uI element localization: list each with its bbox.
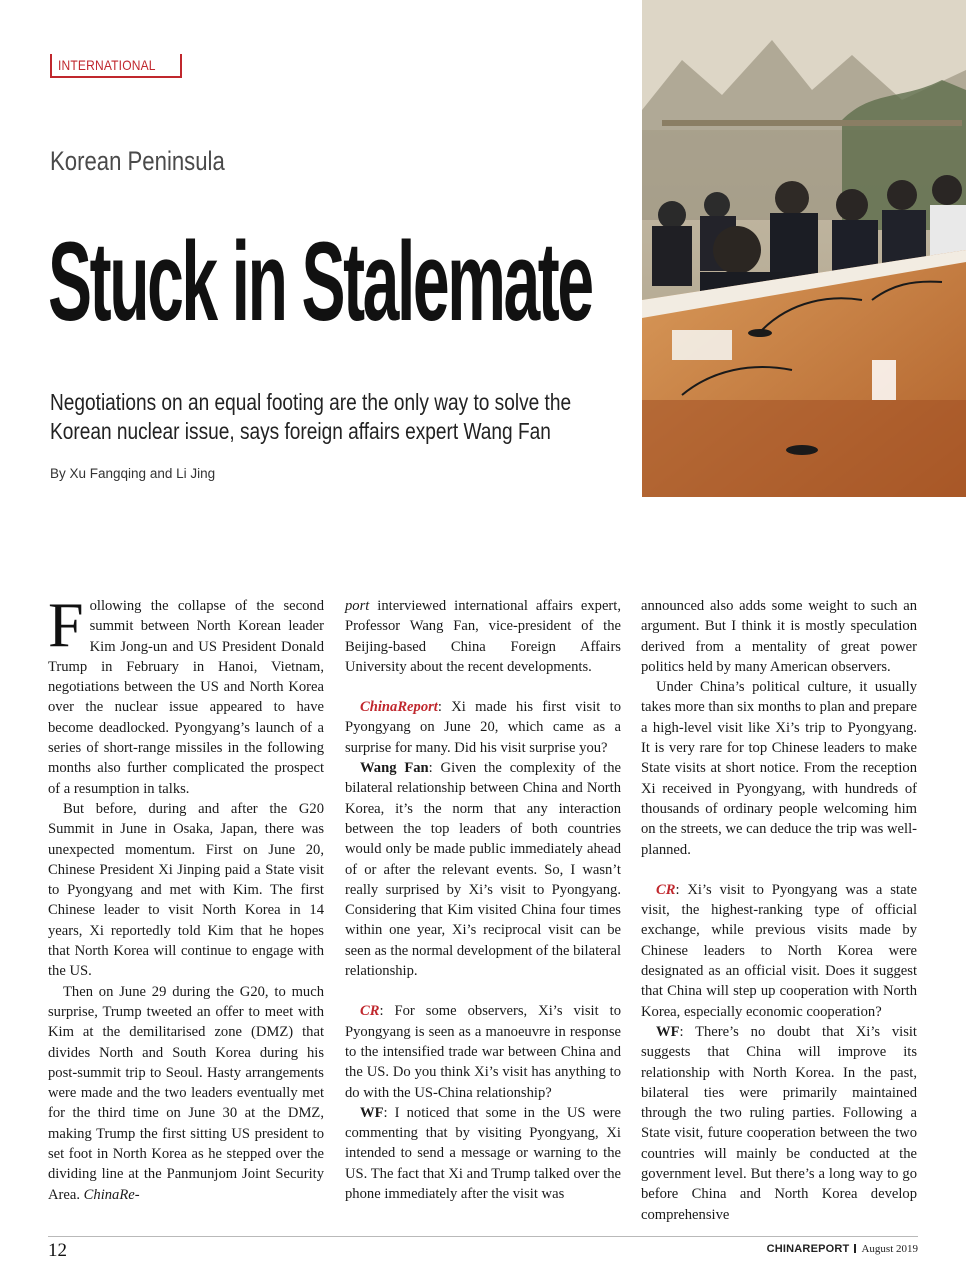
meeting-photo-illustration <box>642 0 966 497</box>
answer <box>345 758 621 981</box>
footer-separator <box>854 1244 856 1253</box>
paragraph: But before, during and after the G20 Summit in June in Osaka, Japan, there was unexpected momentum. First on June 20, Chinese President Xi Jinping paid a State visit to Pyongyang and met with Kim. The first Chinese leader to visit North Korea in 14 years, Xi reportedly told Kim that he hopes that North Korea will continue to engage with the US. <box>48 800 324 980</box>
paragraph <box>48 982 324 1205</box>
footer-masthead <box>767 1243 918 1255</box>
paragraph-text: interviewed international affairs expert, Professor Wang Fan, vice-president of the Beijing-based China Foreign Affairs University about the recent developments. <box>345 598 621 675</box>
byline: By Xu Fangqing and Li Jing <box>50 466 216 481</box>
question <box>345 1001 621 1102</box>
paragraph <box>345 596 621 677</box>
article-column-1 <box>48 589 324 1205</box>
publication-name: port <box>345 598 370 614</box>
standfirst-line-2: Korean nuclear issue, says foreign affairs expert Wang Fan <box>50 418 551 444</box>
paragraph <box>48 589 324 799</box>
question-label: CR <box>656 881 676 898</box>
question <box>641 880 917 1022</box>
footer-rule <box>48 1236 918 1237</box>
question-label: ChinaReport <box>360 699 438 716</box>
drop-cap: F <box>48 589 84 660</box>
paragraph: announced also adds some weight to such an argument. But I think it is mostly speculation derived from a mentality of great power politics held by many American observers. <box>641 598 917 675</box>
section-label: INTERNATIONAL <box>58 57 156 73</box>
question-text: : Xi made his first visit to Pyongyang on June 20, which came as a surprise for many. Did his visit surprise you? <box>345 699 621 756</box>
question-text: : Xi’s visit to Pyongyang was a state visit, the highest-ranking type of official exchange, while previous visits made by Chinese leaders to North Korea were designated as an official visit. Does it suggest that China will step up cooperation with North Korea, especially economic cooperation? <box>641 881 917 1020</box>
article-column-2 <box>345 596 621 1204</box>
headline: Stuck in Stalemate <box>48 219 592 345</box>
answer <box>641 1022 917 1225</box>
question-text: : For some observers, Xi’s visit to Pyongyang is seen as a manoeuvre in response to the intensified trade war between China and the US. Do you think Xi’s visit has anything to do with the US-China relationship? <box>345 1003 621 1101</box>
article-column-3 <box>641 596 917 1225</box>
standfirst-line-1: Negotiations on an equal footing are the only way to solve the <box>50 389 572 415</box>
kicker: Korean Peninsula <box>50 146 225 176</box>
publication-name: ChinaRe- <box>83 1186 140 1203</box>
page-number: 12 <box>48 1240 67 1261</box>
answer-text: : Given the complexity of the bilateral relationship between China and North Korea, it’s the norm that any interaction between the top leaders of both countries would only be made public immediately ahead of or after the relevant events. So, I wasn’t really surprised by Xi’s visit to Pyongyang. Considering that Kim visited China four times within one year, Xi’s reciprocal visit can be seen as the normal development of the bilateral relationship. <box>345 760 621 980</box>
answer <box>345 1103 621 1204</box>
answer-label: WF <box>360 1104 384 1121</box>
paragraph-text: ollowing the collapse of the second summit between North Korean leader Kim Jong-un and US President Donald Trump in February in Hanoi, Vietnam, negotiations between the US and North Korea over the nuclear issue appeared to have become deadlocked. Pyongyang’s launch of a series of short-range missiles in the following months also further complicated the prospect of a resumption in talks. <box>48 598 324 797</box>
paragraph: Under China’s political culture, it usually takes more than six months to plan and prepare a high-level visit like Xi’s trip to Pyongyang. It is very rare for top Chinese leaders to make State visits at short notice. From the reception Xi received in Pyongyang, with hundreds of thousands of ordinary people welcoming him on the streets, we can deduce the trip was well-planned. <box>641 679 917 858</box>
issue-date: August 2019 <box>861 1243 918 1255</box>
magazine-name: CHINAREPORT <box>766 1243 850 1255</box>
answer-text: : There’s no doubt that Xi’s visit suggests that China will improve its relationship with North Korea. In the past, bilateral ties were primarily maintained through the two ruling parties. Following a State visit, future cooperation between the two countries will mainly be conducted at the government level. But there’s a long way to go before China and North Korea develop comprehensive <box>641 1023 917 1223</box>
paragraph-text: Then on June 29 during the G20, to much surprise, Trump tweeted an offer to meet with Kim at the demilitarised zone (DMZ) that divides North and South Korea during his post-summit trip to Seoul. Hasty arrangements were made and the two leaders eventually met for the third time on June 30 at the DMZ, making Trump the first sitting US president to set foot in North Korea as he stepped over the dividing line at the Panmunjom Joint Security Area. <box>48 983 324 1203</box>
section-tag <box>50 54 182 78</box>
answer-text: : I noticed that some in the US were commenting that by visiting Pyongyang, Xi intended to send a message or warning to the US. The fact that Xi and Trump talked over the phone immediately after the visit was <box>345 1104 621 1203</box>
standfirst <box>50 388 572 446</box>
question-label: CR <box>360 1003 380 1020</box>
answer-label: WF <box>656 1023 680 1040</box>
answer-label: Wang Fan <box>360 760 429 777</box>
question <box>345 697 621 758</box>
meeting-photo <box>642 0 966 497</box>
